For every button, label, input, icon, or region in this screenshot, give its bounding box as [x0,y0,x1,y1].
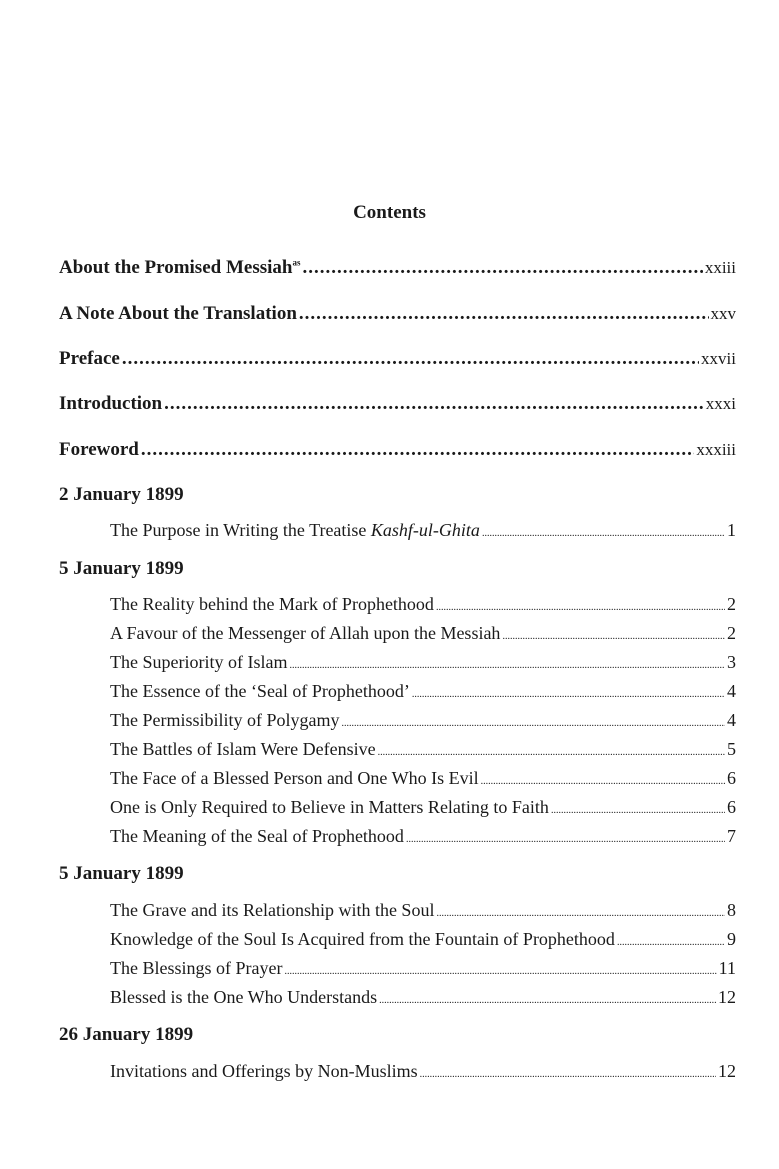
toc-entry-page: 7 [727,826,736,846]
toc-entry-title: The Reality behind the Mark of Prophethood [110,594,434,614]
toc-subentry[interactable] [110,900,736,921]
toc-entry-title: Introduction [59,393,163,414]
toc-entry-title: The Meaning of the Seal of Prophethood [110,826,404,846]
dot-leader [379,987,716,1008]
toc-entry-page: 4 [727,681,736,701]
toc-entry-title: About the Promised Messiah [59,257,293,278]
toc-entry-title: A Note About the Translation [59,303,297,324]
toc-entry-introduction[interactable] [59,393,736,415]
toc-entry-foreword[interactable] [59,439,736,461]
toc-entry-title: The Essence of the ‘Seal of Prophethood’ [110,681,410,701]
toc-entry-page: 11 [718,958,736,978]
toc-entry-title: The Blessings of Prayer [110,958,283,978]
section-date: 26 January 1899 [59,1024,194,1045]
toc-entry-title: Invitations and Offerings by Non-Muslims [110,1061,418,1081]
toc-entry-page: 6 [727,797,736,817]
dot-leader [299,303,709,325]
toc-entry-page: xxv [710,304,736,323]
toc-entry-title: One is Only Required to Believe in Matters Relating to Faith [110,797,549,817]
dot-leader [502,623,725,644]
section-date: 5 January 1899 [59,863,184,884]
toc-entry-title: The Permissibility of Polygamy [110,710,340,730]
dot-leader [617,929,725,950]
page-title: Contents [353,202,426,223]
toc-entry-title: The Purpose in Writing the Treatise [110,520,371,540]
toc-entry-page: 3 [727,652,736,672]
toc-entry-page: 8 [727,900,736,920]
toc-subentry[interactable] [110,681,736,702]
dot-leader [412,681,725,702]
toc-entry-page: 12 [718,1061,736,1081]
toc-entry-title: Preface [59,348,120,369]
toc-subentry[interactable] [110,987,736,1008]
toc-subentry[interactable] [110,929,736,950]
toc-entry-title: Foreword [59,439,139,460]
toc-subentry[interactable] [110,594,736,615]
dot-leader [284,958,716,979]
toc-entry-note-translation[interactable] [59,303,736,325]
dot-leader [342,710,726,731]
toc-subentry[interactable] [110,1061,736,1082]
toc-entry-page: xxvii [701,349,736,368]
dot-leader [436,900,725,921]
dot-leader [420,1061,716,1082]
toc-entry-title: The Face of a Blessed Person and One Who Is Evil [110,768,479,788]
toc-subentry[interactable] [110,520,736,541]
toc-entry-page: 5 [727,739,736,759]
dot-leader [406,826,725,847]
dot-leader [551,797,725,818]
dot-leader [481,768,725,789]
toc-subentry[interactable] [110,797,736,818]
honorific-superscript: as [292,257,301,268]
treatise-name: Kashf-ul-Ghita [370,520,480,540]
toc-entry-page: 2 [727,623,736,643]
dot-leader [302,257,702,279]
toc-entry-title: Knowledge of the Soul Is Acquired from the Fountain of Prophethood [110,929,615,949]
toc-entry-page: 9 [727,929,736,949]
toc-entry-page: xxxi [705,394,736,413]
toc-subentry[interactable] [110,623,736,644]
toc-entry-page: xxxiii [696,440,736,459]
toc-entry-page: 6 [727,768,736,788]
toc-subentry[interactable] [110,768,736,789]
toc-subentry[interactable] [110,826,736,847]
toc-entry-page: 4 [727,710,736,730]
dot-leader [164,393,704,415]
dot-leader [141,439,694,461]
section-date: 2 January 1899 [59,484,184,505]
toc-entry-title: The Superiority of Islam [110,652,288,672]
toc-subentry[interactable] [110,958,736,979]
toc-entry-title: Blessed is the One Who Understands [110,987,378,1007]
toc-subentry[interactable] [110,652,736,673]
toc-entry-page: xxiii [704,258,736,277]
toc-entry-title: The Grave and its Relationship with the Soul [110,900,435,920]
dot-leader [378,739,725,760]
toc-entry-page: 12 [718,987,736,1007]
toc-subentry[interactable] [110,739,736,760]
toc-entry-title: The Battles of Islam Were Defensive [110,739,376,759]
toc-entry-preface[interactable] [59,348,736,370]
dot-leader [436,594,725,615]
section-date: 5 January 1899 [59,558,184,579]
dot-leader [482,520,725,541]
toc-entry-about-promised-messiah[interactable] [59,257,736,279]
dot-leader [289,652,725,673]
toc-entry-title: A Favour of the Messenger of Allah upon the Messiah [110,623,501,643]
toc-subentry[interactable] [110,710,736,731]
toc-entry-page: 2 [727,594,736,614]
toc-entry-page: 1 [727,520,736,540]
dot-leader [122,348,699,370]
